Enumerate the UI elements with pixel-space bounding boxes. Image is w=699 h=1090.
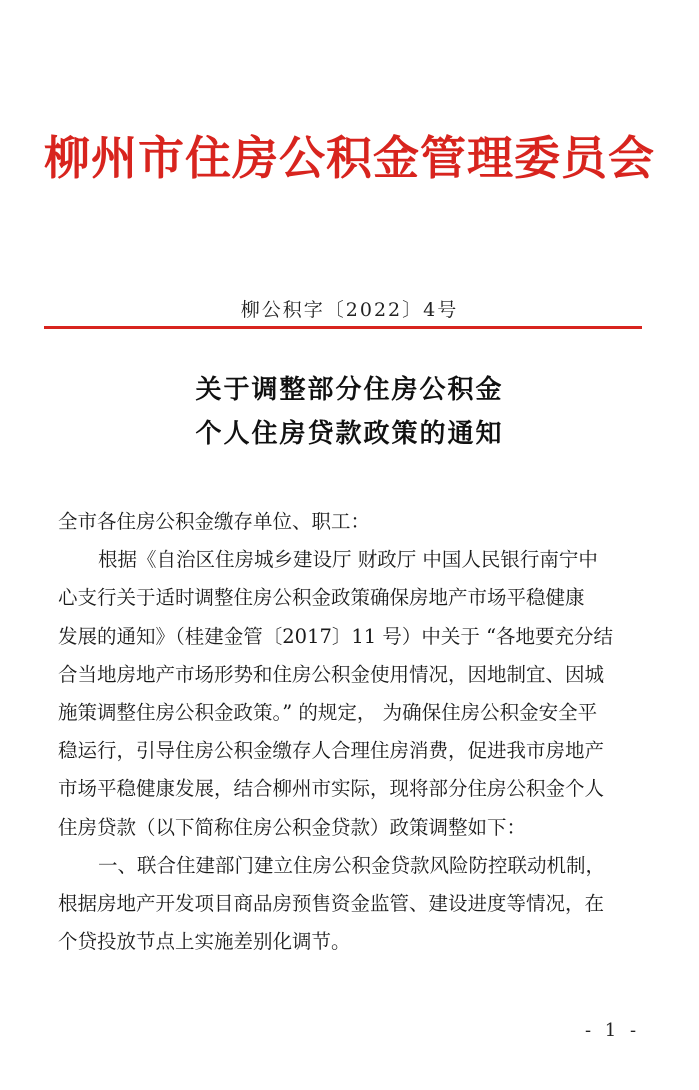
notice-title	[0, 368, 699, 456]
body-line: 住房贷款（以下简称住房公积金贷款）政策调整如下：	[58, 815, 527, 839]
body-line: 施策调整住房公积金政策。” 的规定， 为确保住房公积金安全平	[58, 701, 598, 725]
page-number: - 1 -	[585, 1020, 641, 1041]
body-line: 稳运行，引导住房公积金缴存人合理住房消费，促进我市房地产	[58, 739, 605, 763]
body-line: 发展的通知》（桂建金管〔2017〕11 号）中关于 “各地要充分结	[58, 624, 614, 648]
body-line: 合当地房地产市场形势和住房公积金使用情况，因地制宜、因城	[58, 662, 605, 686]
body-line: 个贷投放节点上实施差别化调节。	[58, 930, 351, 954]
document-number: 柳公积字〔2022〕4号	[240, 299, 459, 321]
body-line: 心支行关于适时调整住房公积金政策确保房地产市场平稳健康	[58, 586, 585, 610]
notice-body	[58, 503, 648, 961]
body-line: 根据房地产开发项目商品房预售资金监管、建设进度等情况，在	[58, 892, 605, 916]
salutation-line: 全市各住房公积金缴存单位、职工：	[58, 510, 371, 533]
org-header-title: 柳州市住房公积金管理委员会	[44, 131, 655, 185]
body-line: 市场平稳健康发展，结合柳州市实际，现将部分住房公积金个人	[58, 777, 605, 801]
body-line: 根据《自治区住房城乡建设厅 财政厅 中国人民银行南宁中	[98, 548, 598, 572]
notice-title-line-2: 个人住房贷款政策的通知	[195, 419, 504, 449]
body-line: 一、联合住建部门建立住房公积金贷款风险防控联动机制，	[98, 853, 606, 877]
notice-title-line-1: 关于调整部分住房公积金	[195, 375, 504, 405]
red-divider-line	[44, 326, 642, 329]
